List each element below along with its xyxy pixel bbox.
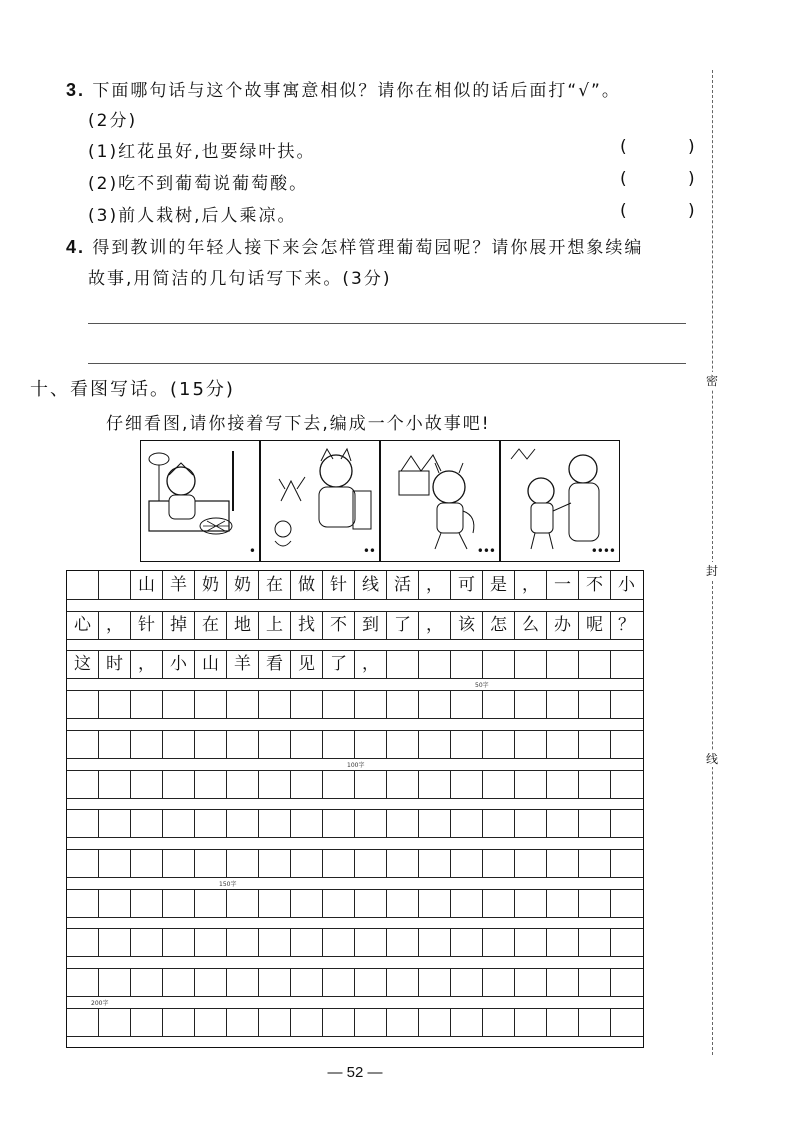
question-3 <box>66 76 621 101</box>
grid-cell[interactable] <box>419 650 451 678</box>
grid-cell[interactable] <box>355 968 387 996</box>
grid-cell[interactable] <box>547 1008 579 1036</box>
grid-cell[interactable] <box>547 809 579 837</box>
grid-cell[interactable] <box>419 730 451 758</box>
grid-cell[interactable] <box>451 1008 483 1036</box>
grid-cell[interactable] <box>451 849 483 877</box>
question-number: 4. <box>66 237 86 257</box>
grid-cell[interactable] <box>163 889 195 917</box>
grid-row-gap-line <box>67 599 643 600</box>
grid-cell[interactable] <box>419 889 451 917</box>
grid-cell[interactable]: 了 <box>323 650 355 678</box>
option-3: (3)前人栽树,后人乘凉。 <box>88 206 297 226</box>
grid-cell[interactable] <box>355 690 387 718</box>
grid-cell[interactable]: 奶 <box>227 571 259 599</box>
grid-cell[interactable] <box>259 770 291 798</box>
grid-cell[interactable] <box>99 1008 131 1036</box>
panel-dots: ••• <box>476 544 495 558</box>
grid-cell[interactable]: 办 <box>547 611 579 639</box>
grid-cell[interactable] <box>387 690 419 718</box>
grid-cell[interactable]: 该 <box>451 611 483 639</box>
grid-cell[interactable] <box>419 809 451 837</box>
grid-cell[interactable] <box>579 809 611 837</box>
grid-cell[interactable]: ， <box>419 571 451 599</box>
grid-cell[interactable] <box>579 968 611 996</box>
grid-cell[interactable] <box>195 849 227 877</box>
grid-cell[interactable] <box>291 809 323 837</box>
grid-cell[interactable] <box>387 968 419 996</box>
grid-cell[interactable] <box>547 928 579 956</box>
grid-cell[interactable] <box>611 1008 642 1036</box>
grid-cell[interactable] <box>99 770 131 798</box>
grid-cell[interactable] <box>483 1008 515 1036</box>
grid-cell[interactable] <box>259 928 291 956</box>
grid-cell[interactable] <box>355 849 387 877</box>
grid-cell[interactable]: 这 <box>67 650 99 678</box>
grid-cell[interactable] <box>67 889 99 917</box>
grandma-sewing-illustration <box>141 441 259 561</box>
question-score: (2分) <box>88 111 138 131</box>
grid-cell[interactable] <box>611 889 642 917</box>
grid-cell[interactable] <box>99 968 131 996</box>
grid-cell[interactable] <box>419 928 451 956</box>
grid-cell[interactable] <box>131 690 163 718</box>
grid-cell[interactable] <box>99 730 131 758</box>
grid-cell[interactable] <box>131 770 163 798</box>
picture-panel-1 <box>140 440 260 562</box>
grid-cell[interactable] <box>515 770 547 798</box>
grid-cell[interactable] <box>291 1008 323 1036</box>
binding-char-mi: 密 <box>705 374 718 388</box>
question-text: 得到教训的年轻人接下来会怎样管理葡萄园呢？请你展开想象续编 <box>92 238 644 258</box>
word-count-mark: 200字 <box>91 999 109 1007</box>
grid-cell[interactable] <box>483 650 515 678</box>
grid-cell[interactable] <box>131 1008 163 1036</box>
grid-cell[interactable]: 上 <box>259 611 291 639</box>
grid-cell[interactable] <box>547 889 579 917</box>
grid-cell[interactable] <box>67 809 99 837</box>
grid-cell[interactable] <box>131 889 163 917</box>
grid-cell[interactable] <box>515 849 547 877</box>
grid-cell[interactable] <box>483 889 515 917</box>
grid-cell[interactable] <box>195 770 227 798</box>
word-count-mark: 50字 <box>475 682 489 690</box>
grid-cell[interactable] <box>579 889 611 917</box>
grid-cell[interactable] <box>131 928 163 956</box>
grid-cell[interactable] <box>547 730 579 758</box>
grid-cell[interactable] <box>451 889 483 917</box>
grid-cell[interactable]: 掉 <box>163 611 195 639</box>
grid-cell[interactable]: ？ <box>618 614 635 635</box>
grid-cell[interactable] <box>323 928 355 956</box>
grid-cell[interactable] <box>515 928 547 956</box>
grid-cell[interactable] <box>579 928 611 956</box>
grid-cell[interactable] <box>611 809 642 837</box>
grid-cell[interactable] <box>67 1008 99 1036</box>
writing-grid[interactable] <box>66 570 644 1048</box>
grid-cell[interactable] <box>451 968 483 996</box>
grid-cell[interactable] <box>579 770 611 798</box>
grid-cell[interactable] <box>483 849 515 877</box>
grid-cell[interactable]: 在 <box>259 571 291 599</box>
grid-cell[interactable] <box>483 928 515 956</box>
grid-cell[interactable] <box>547 849 579 877</box>
grid-cell[interactable]: 是 <box>483 571 515 599</box>
grid-cell[interactable] <box>163 1008 195 1036</box>
grid-row-gap-line <box>67 798 643 799</box>
word-count-mark: 100字 <box>347 761 365 769</box>
grid-cell[interactable] <box>387 849 419 877</box>
grid-cell[interactable] <box>419 1008 451 1036</box>
grid-cell[interactable]: 时 <box>99 650 131 678</box>
grid-cell[interactable]: 地 <box>227 611 259 639</box>
picture-panel-4 <box>500 440 620 562</box>
grid-cell[interactable] <box>547 770 579 798</box>
grid-cell[interactable] <box>611 770 642 798</box>
grid-cell[interactable] <box>419 770 451 798</box>
question-text-cont: 故事,用简洁的几句话写下来。(3分) <box>88 269 392 289</box>
grid-cell[interactable]: ， <box>355 650 387 678</box>
grid-cell[interactable] <box>163 968 195 996</box>
grid-row-gap-line <box>67 678 643 679</box>
grid-cell[interactable] <box>227 690 259 718</box>
grid-cell[interactable] <box>355 1008 387 1036</box>
grid-cell[interactable] <box>451 650 483 678</box>
grid-cell[interactable] <box>259 849 291 877</box>
grid-cell[interactable] <box>483 809 515 837</box>
grid-cell[interactable] <box>387 809 419 837</box>
grid-cell[interactable]: 到 <box>355 611 387 639</box>
grid-cell[interactable] <box>515 730 547 758</box>
grid-cell[interactable]: 小 <box>163 650 195 678</box>
grid-cell[interactable] <box>611 690 642 718</box>
grid-cell[interactable] <box>67 849 99 877</box>
option-1: (1)红花虽好,也要绿叶扶。 <box>88 142 316 162</box>
grid-cell[interactable] <box>419 849 451 877</box>
grid-cell[interactable] <box>227 968 259 996</box>
grid-cell[interactable] <box>547 968 579 996</box>
grid-cell[interactable] <box>387 770 419 798</box>
grid-cell[interactable]: 么 <box>515 611 547 639</box>
grid-cell[interactable]: 见 <box>291 650 323 678</box>
grid-cell[interactable] <box>227 928 259 956</box>
grid-cell[interactable] <box>163 690 195 718</box>
grid-cell[interactable] <box>515 1008 547 1036</box>
grid-cell[interactable] <box>611 650 642 678</box>
grid-cell[interactable] <box>195 690 227 718</box>
grid-cell[interactable]: 羊 <box>227 650 259 678</box>
grid-cell[interactable] <box>163 809 195 837</box>
grid-cell[interactable] <box>131 968 163 996</box>
word-count-mark: 150字 <box>219 880 237 888</box>
goat-giving-needle-illustration <box>501 441 619 561</box>
picture-panel-2 <box>260 440 380 562</box>
grid-cell[interactable] <box>579 650 611 678</box>
grid-cell[interactable] <box>291 889 323 917</box>
binding-char-feng: 封 <box>705 564 718 578</box>
grid-cell[interactable]: ， <box>131 650 163 678</box>
grid-cell[interactable] <box>579 849 611 877</box>
grid-cell[interactable] <box>99 889 131 917</box>
grid-cell[interactable]: 心 <box>67 611 99 639</box>
grid-cell[interactable] <box>131 809 163 837</box>
grid-cell[interactable] <box>323 730 355 758</box>
grid-cell[interactable] <box>195 928 227 956</box>
grid-cell[interactable] <box>259 1008 291 1036</box>
grid-cell[interactable] <box>355 770 387 798</box>
grid-cell[interactable] <box>131 730 163 758</box>
grid-cell[interactable] <box>515 650 547 678</box>
grid-cell[interactable] <box>99 809 131 837</box>
grid-cell[interactable] <box>291 730 323 758</box>
grid-cell[interactable] <box>483 730 515 758</box>
grid-row-gap-line <box>67 639 643 640</box>
grid-cell[interactable] <box>195 968 227 996</box>
grid-cell[interactable]: 可 <box>451 571 483 599</box>
grid-cell[interactable]: 看 <box>259 650 291 678</box>
grid-cell[interactable] <box>195 889 227 917</box>
grid-cell[interactable] <box>387 889 419 917</box>
panel-dots: • <box>248 544 255 558</box>
grid-cell[interactable] <box>67 571 99 599</box>
grid-row-gap-line <box>67 956 643 957</box>
grid-cell[interactable] <box>227 770 259 798</box>
answer-blank-3[interactable]: ( ) <box>620 201 723 221</box>
grid-cell[interactable]: 做 <box>291 571 323 599</box>
grid-cell[interactable] <box>611 968 642 996</box>
grid-cell[interactable] <box>611 849 642 877</box>
grid-cell[interactable] <box>67 730 99 758</box>
answer-line-1[interactable] <box>88 323 686 324</box>
grid-cell[interactable] <box>515 809 547 837</box>
section-heading: 十、看图写话。(15分) <box>30 379 235 400</box>
grid-cell[interactable] <box>291 770 323 798</box>
grid-cell[interactable] <box>515 889 547 917</box>
grid-cell[interactable]: 针 <box>323 571 355 599</box>
grid-cell[interactable]: 小 <box>618 575 635 595</box>
question-number: 3. <box>66 80 86 100</box>
grid-cell[interactable] <box>323 968 355 996</box>
grid-cell[interactable]: 山 <box>195 650 227 678</box>
answer-blank-1[interactable]: ( ) <box>620 137 723 157</box>
answer-blank-2[interactable]: ( ) <box>620 169 723 189</box>
grid-cell[interactable] <box>355 730 387 758</box>
grid-cell[interactable] <box>291 690 323 718</box>
option-2: (2)吃不到葡萄说葡萄酸。 <box>88 174 309 194</box>
answer-line-2[interactable] <box>88 363 686 364</box>
question-text: 下面哪句话与这个故事寓意相似？请你在相似的话后面打“√”。 <box>92 81 621 101</box>
grid-cell[interactable] <box>515 690 547 718</box>
grid-cell[interactable] <box>227 1008 259 1036</box>
grid-cell[interactable] <box>387 928 419 956</box>
grid-cell[interactable] <box>451 770 483 798</box>
question-4 <box>66 233 643 258</box>
grid-cell[interactable] <box>227 889 259 917</box>
grid-cell[interactable] <box>67 928 99 956</box>
grid-cell[interactable] <box>451 809 483 837</box>
grid-cell[interactable] <box>579 690 611 718</box>
grid-cell[interactable] <box>163 770 195 798</box>
grid-cell[interactable]: 线 <box>355 571 387 599</box>
grid-cell[interactable] <box>291 849 323 877</box>
grid-cell[interactable] <box>323 770 355 798</box>
grid-cell[interactable]: 找 <box>291 611 323 639</box>
grid-cell[interactable] <box>419 690 451 718</box>
grid-row-gap-line <box>67 877 643 878</box>
grid-cell[interactable] <box>355 928 387 956</box>
grid-cell[interactable] <box>291 928 323 956</box>
grid-cell[interactable] <box>451 730 483 758</box>
grid-cell[interactable] <box>163 730 195 758</box>
grid-cell[interactable] <box>67 770 99 798</box>
grid-cell[interactable] <box>611 730 642 758</box>
grid-cell[interactable] <box>483 968 515 996</box>
grid-cell[interactable] <box>323 889 355 917</box>
grid-cell[interactable] <box>67 690 99 718</box>
grid-cell[interactable] <box>163 849 195 877</box>
grid-cell[interactable] <box>323 849 355 877</box>
grid-cell[interactable] <box>227 809 259 837</box>
grid-row-gap-line <box>67 718 643 719</box>
grid-cell[interactable] <box>547 650 579 678</box>
grid-cell[interactable] <box>323 809 355 837</box>
grid-cell[interactable] <box>323 690 355 718</box>
grid-cell[interactable] <box>99 928 131 956</box>
grid-cell[interactable]: 在 <box>195 611 227 639</box>
grid-cell[interactable]: 一 <box>547 571 579 599</box>
grid-cell[interactable]: ， <box>99 611 131 639</box>
grid-cell[interactable]: 呢 <box>579 611 611 639</box>
grid-cell[interactable] <box>483 690 515 718</box>
page-number: — 52 — <box>327 1064 383 1081</box>
grid-cell[interactable]: 奶 <box>195 571 227 599</box>
grid-cell[interactable]: 怎 <box>483 611 515 639</box>
grid-cell[interactable] <box>195 1008 227 1036</box>
grid-cell[interactable] <box>195 809 227 837</box>
binding-char-xian: 线 <box>705 752 718 766</box>
grid-cell[interactable] <box>387 1008 419 1036</box>
grid-cell[interactable]: 不 <box>579 571 611 599</box>
picture-panel-3 <box>380 440 500 562</box>
grid-cell[interactable] <box>483 770 515 798</box>
grid-cell[interactable] <box>227 849 259 877</box>
grid-cell[interactable] <box>387 650 419 678</box>
grid-cell[interactable]: 针 <box>131 611 163 639</box>
grid-cell[interactable] <box>99 690 131 718</box>
grid-cell[interactable] <box>579 1008 611 1036</box>
panel-dots: •••• <box>590 544 615 558</box>
grid-cell[interactable]: 不 <box>323 611 355 639</box>
grid-cell[interactable] <box>547 690 579 718</box>
grid-cell[interactable] <box>355 889 387 917</box>
grid-cell[interactable] <box>323 1008 355 1036</box>
grid-cell[interactable] <box>451 928 483 956</box>
grid-cell[interactable] <box>259 690 291 718</box>
grid-cell[interactable] <box>227 730 259 758</box>
grandma-searching-illustration <box>261 441 379 561</box>
grid-cell[interactable]: ， <box>515 571 547 599</box>
section-instruction: 仔细看图,请你接着写下去,编成一个小故事吧! <box>106 414 491 434</box>
grid-row-gap-line <box>67 837 643 838</box>
little-goat-illustration <box>381 441 499 561</box>
grid-cell[interactable] <box>99 571 131 599</box>
grid-cell[interactable] <box>451 690 483 718</box>
grid-cell[interactable]: 羊 <box>163 571 195 599</box>
grid-cell[interactable] <box>611 928 642 956</box>
grid-cell[interactable] <box>259 968 291 996</box>
grid-row-gap-line <box>67 917 643 918</box>
grid-cell[interactable]: ， <box>419 611 451 639</box>
grid-cell[interactable] <box>131 849 163 877</box>
grid-cell[interactable] <box>67 968 99 996</box>
grid-row-bottom-line <box>67 1036 643 1037</box>
grid-cell[interactable] <box>579 730 611 758</box>
grid-cell[interactable]: 活 <box>387 571 419 599</box>
grid-cell[interactable] <box>387 730 419 758</box>
grid-cell[interactable] <box>259 809 291 837</box>
grid-cell[interactable]: 山 <box>131 571 163 599</box>
grid-cell[interactable]: 了 <box>387 611 419 639</box>
panel-dots: •• <box>362 544 375 558</box>
grid-cell[interactable] <box>259 889 291 917</box>
grid-cell[interactable] <box>355 809 387 837</box>
grid-cell[interactable] <box>515 968 547 996</box>
grid-cell[interactable] <box>419 968 451 996</box>
grid-cell[interactable] <box>259 730 291 758</box>
grid-cell[interactable] <box>163 928 195 956</box>
grid-cell[interactable] <box>99 849 131 877</box>
grid-cell[interactable] <box>291 968 323 996</box>
grid-row-gap-line <box>67 996 643 997</box>
grid-cell[interactable] <box>195 730 227 758</box>
